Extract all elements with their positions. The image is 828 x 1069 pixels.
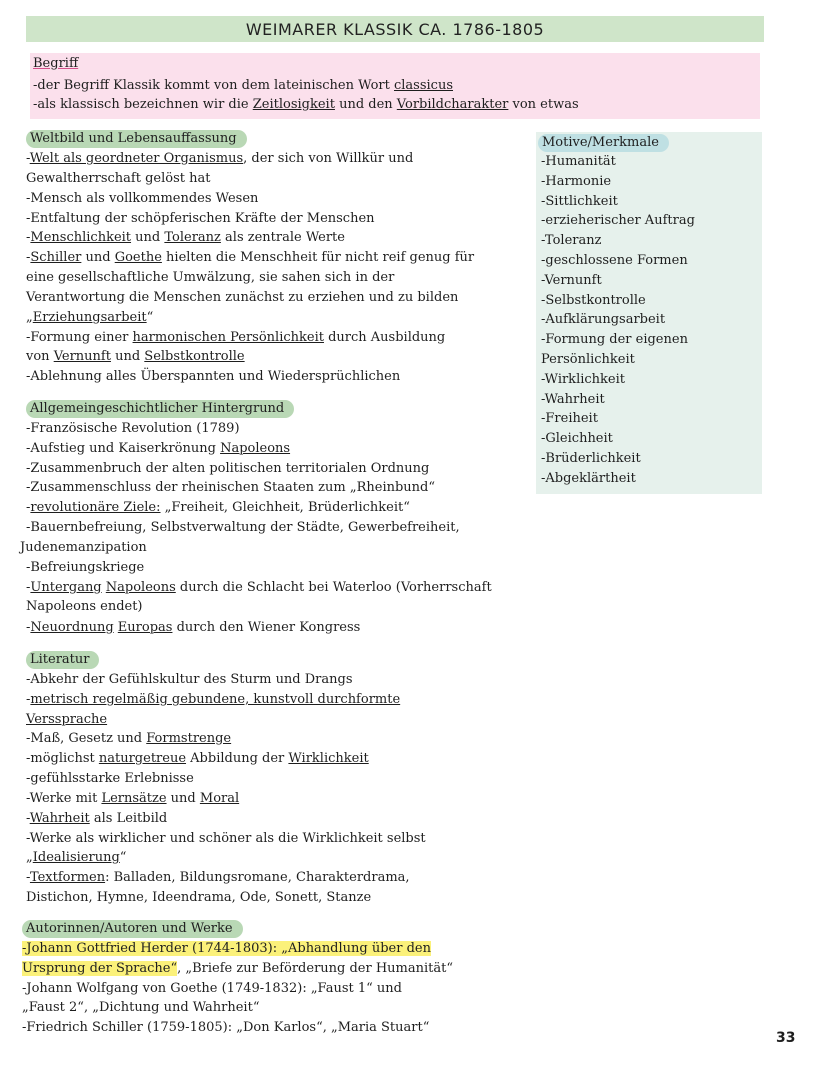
literatur-line: -Wahrheit als Leitbild [26, 811, 168, 826]
literatur-line: -metrisch regelmäßig gebundene, kunstvoll durchformte [26, 692, 401, 707]
motive-item: Persönlichkeit [541, 352, 635, 367]
weltbild-line: von Vernunft und Selbstkontrolle [26, 349, 245, 364]
hintergrund-line: -Befreiungskriege [26, 560, 145, 575]
motive-item: -Freiheit [541, 411, 598, 427]
motive-item: -Aufklärungsarbeit [541, 312, 666, 328]
begriff-line-2: -als klassisch bezeichnen wir die Zeitlosigkeit und den Vorbildcharakter von etwas [33, 97, 579, 112]
hintergrund-line: Napoleons endet) [26, 599, 143, 614]
motive-item: -Harmonie [541, 173, 612, 189]
begriff-box [30, 53, 760, 119]
motive-item: -Toleranz [541, 233, 602, 249]
literatur-line: -Werke mit Lernsätze und Moral [26, 791, 240, 806]
literatur-line: „Idealisierung“ [26, 850, 127, 865]
page-number: 33 [776, 1030, 796, 1046]
motive-item: -Humanität [541, 154, 616, 169]
hintergrund-line: -Untergang Napoleons durch die Schlacht bei Waterloo (Vorherrschaft [26, 580, 492, 595]
literatur-line: -Werke als wirklicher und schöner als die Wirklichkeit selbst [26, 831, 426, 846]
motive-heading: Motive/Merkmale [538, 134, 669, 152]
hintergrund-line: -Zusammenbruch der alten politischen territorialen Ordnung [26, 461, 430, 476]
motive-item: -geschlossene Formen [541, 253, 688, 268]
weltbild-line: „Erziehungsarbeit“ [26, 310, 154, 325]
literatur-line: -Maß, Gesetz und Formstrenge [26, 731, 232, 746]
autoren-line: -Johann Wolfgang von Goethe (1749-1832): „Faust 1“ und [22, 981, 402, 996]
motive-item: -Wirklichkeit [541, 371, 625, 387]
motive-item: -Abgeklärtheit [541, 470, 636, 486]
literatur-line: -Textformen: Balladen, Bildungsromane, Charakterdrama, [26, 870, 410, 885]
hintergrund-line: -Bauernbefreiung, Selbstverwaltung der Städte, Gewerbefreiheit, [26, 520, 460, 535]
weltbild-line: -Mensch als vollkommendes Wesen [26, 191, 259, 206]
weltbild-line: -Ablehnung alles Überspannten und Wiedersprüchlichen [26, 369, 401, 384]
weltbild-line: Gewaltherrschaft gelöst hat [26, 171, 211, 186]
literatur-line: Distichon, Hymne, Ideendrama, Ode, Sonett, Stanze [26, 890, 372, 905]
motive-item: -Vernunft [541, 272, 602, 288]
hintergrund-line: -Französische Revolution (1789) [26, 421, 240, 436]
begriff-line-1: -der Begriff Klassik kommt von dem lateinischen Wort classicus [33, 78, 453, 93]
motive-item: -erzieherischer Auftrag [541, 213, 695, 229]
weltbild-heading: Weltbild und Lebensauffassung [26, 130, 247, 148]
autoren-line: „Faust 2“, „Dichtung und Wahrheit“ [22, 1000, 260, 1015]
literatur-line: Verssprache [26, 712, 108, 727]
hintergrund-line: -Aufstieg und Kaiserkrönung Napoleons [26, 441, 291, 456]
autoren-line: -Friedrich Schiller (1759-1805): „Don Karlos“, „Maria Stuart“ [22, 1020, 430, 1035]
literatur-line: -gefühlsstarke Erlebnisse [26, 771, 194, 786]
motive-item: -Gleichheit [541, 431, 613, 447]
motive-item: -Formung der eigenen [541, 332, 688, 348]
literatur-line: -Abkehr der Gefühlskultur des Sturm und Drangs [26, 672, 353, 687]
motive-item: -Brüderlichkeit [541, 451, 641, 466]
motive-item: -Wahrheit [541, 391, 605, 407]
weltbild-line: -Schiller und Goethe hielten die Menschheit für nicht reif genug für [26, 250, 475, 265]
weltbild-line: -Menschlichkeit und Toleranz als zentrale Werte [26, 230, 345, 245]
autoren-line: -Johann Gottfried Herder (1744-1803): „Abhandlung über den [22, 941, 431, 956]
begriff-heading: Begriff [33, 56, 79, 71]
hintergrund-line: -Neuordnung Europas durch den Wiener Kongress [26, 620, 361, 635]
weltbild-line: eine gesellschaftliche Umwälzung, sie sahen sich in der [26, 270, 395, 285]
literatur-line: -möglichst naturgetreue Abbildung der Wirklichkeit [26, 751, 369, 766]
motive-item: -Sittlichkeit [541, 193, 618, 209]
weltbild-line: Verantwortung die Menschen zunächst zu erziehen und zu bilden [26, 290, 459, 305]
hintergrund-line: -revolutionäre Ziele: „Freiheit, Gleichheit, Brüderlichkeit“ [26, 500, 410, 515]
motive-item: -Selbstkontrolle [541, 292, 646, 308]
hintergrund-line: Judenemanzipation [20, 540, 147, 555]
page-title: WEIMARER KLASSIK CA. 1786-1805 [26, 16, 764, 42]
autoren-heading: Autorinnen/Autoren und Werke [22, 920, 243, 938]
hintergrund-line: -Zusammenschluss der rheinischen Staaten zum „Rheinbund“ [26, 480, 436, 495]
literatur-heading: Literatur [26, 651, 99, 669]
weltbild-line: -Welt als geordneter Organismus, der sich von Willkür und [26, 151, 414, 166]
weltbild-line: -Formung einer harmonischen Persönlichkeit durch Ausbildung [26, 330, 446, 345]
hintergrund-heading: Allgemeingeschichtlicher Hintergrund [26, 400, 294, 418]
autoren-line: Ursprung der Sprache“, „Briefe zur Beförderung der Humanität“ [22, 961, 454, 976]
weltbild-line: -Entfaltung der schöpferischen Kräfte der Menschen [26, 211, 375, 226]
